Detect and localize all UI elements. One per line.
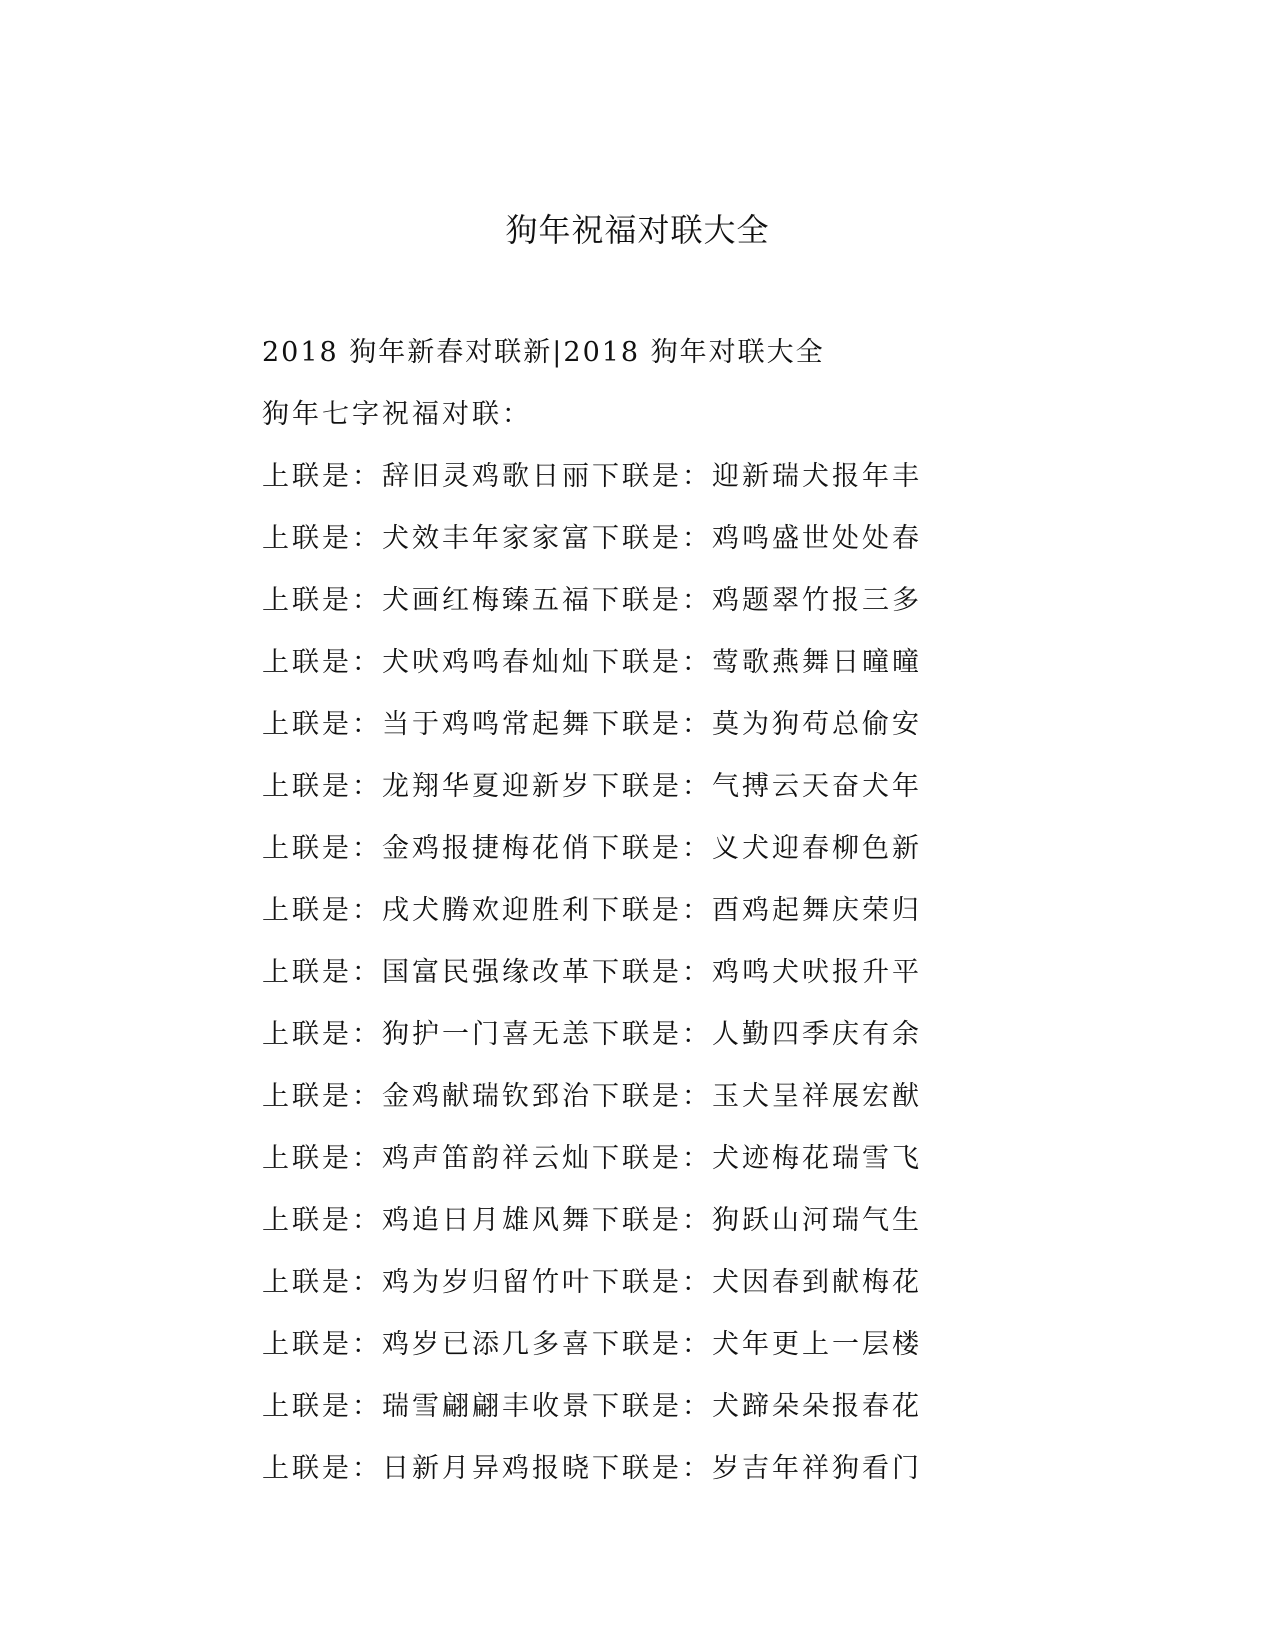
- couplet-line: 上联是：犬吠鸡鸣春灿灿下联是：莺歌燕舞日曈曈: [262, 647, 922, 678]
- couplet-line: 上联是：戌犬腾欢迎胜利下联是：酉鸡起舞庆荣归: [262, 895, 922, 926]
- couplet-line: 上联是：鸡为岁归留竹叶下联是：犬因春到献梅花: [262, 1267, 922, 1298]
- couplet-line: 上联是：鸡声笛韵祥云灿下联是：犬迹梅花瑞雪飞: [262, 1143, 922, 1174]
- couplet-line: 上联是：犬画红梅臻五福下联是：鸡题翠竹报三多: [262, 585, 922, 616]
- section-heading: 狗年七字祝福对联：: [262, 399, 532, 430]
- couplet-line: 上联是：辞旧灵鸡歌日丽下联是：迎新瑞犬报年丰: [262, 461, 922, 492]
- couplet-line: 上联是：金鸡报捷梅花俏下联是：义犬迎春柳色新: [262, 833, 922, 864]
- couplet-line: 上联是：日新月异鸡报晓下联是：岁吉年祥狗看门: [262, 1453, 922, 1484]
- couplet-line: 上联是：金鸡献瑞钦郅治下联是：玉犬呈祥展宏猷: [262, 1081, 922, 1112]
- couplet-line: 上联是：犬效丰年家家富下联是：鸡鸣盛世处处春: [262, 523, 922, 554]
- couplet-line: 上联是：瑞雪翩翩丰收景下联是：犬蹄朵朵报春花: [262, 1391, 922, 1422]
- couplet-line: 上联是：龙翔华夏迎新岁下联是：气搏云天奋犬年: [262, 771, 922, 802]
- document-subtitle: 2018 狗年新春对联新|2018 狗年对联大全: [262, 337, 825, 368]
- couplet-line: 上联是：国富民强缘改革下联是：鸡鸣犬吠报升平: [262, 957, 922, 988]
- document-title: 狗年祝福对联大全: [505, 211, 770, 249]
- couplet-line: 上联是：当于鸡鸣常起舞下联是：莫为狗苟总偷安: [262, 709, 922, 740]
- couplet-line: 上联是：鸡岁已添几多喜下联是：犬年更上一层楼: [262, 1329, 922, 1360]
- couplet-line: 上联是：鸡追日月雄风舞下联是：狗跃山河瑞气生: [262, 1205, 922, 1236]
- document-body: [262, 328, 1022, 1506]
- couplet-line: 上联是：狗护一门喜无恙下联是：人勤四季庆有余: [262, 1019, 922, 1050]
